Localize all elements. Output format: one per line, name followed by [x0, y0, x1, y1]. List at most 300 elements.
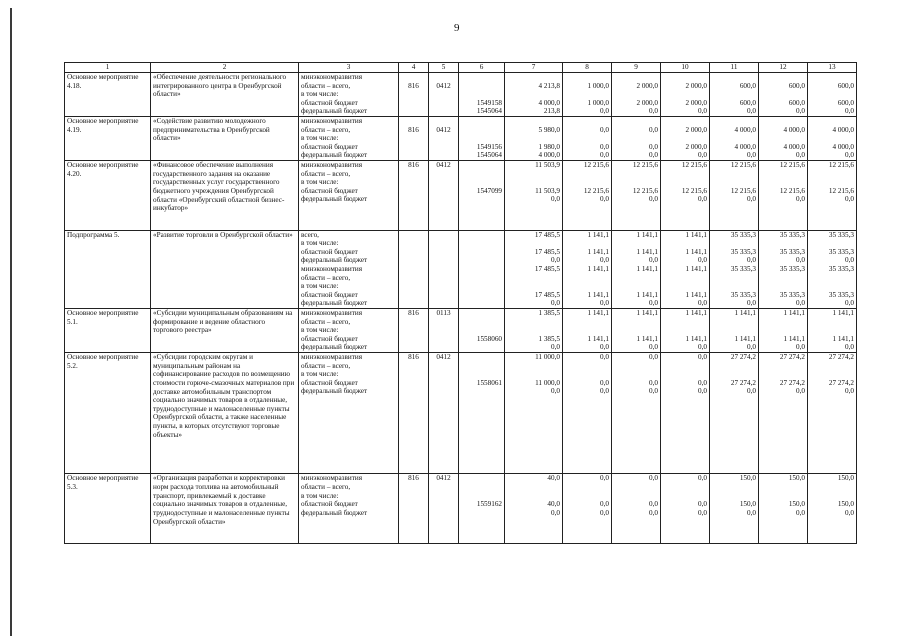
amount-value	[712, 134, 756, 143]
amount-cell	[612, 73, 661, 117]
amount-value	[712, 117, 756, 126]
amount-value	[507, 517, 560, 526]
funding-source-line: областной бюджет	[301, 186, 358, 195]
amount-value	[614, 213, 658, 222]
amount-value	[507, 448, 560, 457]
amount-value	[761, 221, 805, 230]
section-code	[431, 413, 456, 422]
ministry-code	[401, 239, 426, 248]
amount-value: 0,0	[698, 508, 707, 517]
funding-source-line: в том числе:	[301, 282, 339, 291]
budget-code	[461, 405, 502, 414]
amount-value	[565, 221, 609, 230]
funding-source-line: области – всего,	[301, 361, 351, 370]
measure-title: «Субсидии муниципальным образованиям на формирование и ведение областного торгового реестра»	[153, 309, 293, 335]
measure-title-cell	[151, 309, 299, 353]
measure-title: «Обеспечение деятельности регионального интегрированного центра в Оренбургской области»	[153, 73, 287, 99]
amount-value	[712, 221, 756, 230]
amount-value	[761, 170, 805, 179]
section-code	[431, 274, 456, 283]
amount-cell	[661, 160, 710, 230]
measure-title-cell	[151, 73, 299, 117]
amount-value	[663, 362, 707, 371]
amount-value	[712, 318, 756, 327]
amount-value: 0,0	[649, 151, 658, 160]
amount-value	[810, 526, 854, 535]
amount-value: 0,0	[551, 195, 560, 204]
amount-value: 27 274,2	[779, 378, 805, 387]
amount-cell	[808, 474, 857, 544]
funding-source-cell	[299, 160, 399, 230]
amount-value: 12 215,6	[730, 160, 756, 169]
measure-title-cell	[151, 474, 299, 544]
amount-value: 0,0	[796, 195, 805, 204]
amount-value: 0,0	[649, 387, 658, 396]
amount-value	[614, 170, 658, 179]
amount-value: 0,0	[600, 142, 609, 151]
budget-code	[461, 526, 502, 535]
funding-source-line: минэкономразвития	[301, 474, 363, 483]
measure-name-cell	[65, 474, 151, 544]
amount-value: 17 485,5	[534, 290, 560, 299]
amount-value	[761, 534, 805, 543]
amount-value	[507, 282, 560, 291]
amount-value	[565, 405, 609, 414]
amount-value: 150,0	[788, 500, 805, 509]
section-code	[431, 509, 456, 518]
section-code	[431, 90, 456, 99]
ministry-code	[401, 335, 426, 344]
section-code	[431, 291, 456, 300]
amount-value: 35 335,3	[730, 290, 756, 299]
amount-value	[614, 439, 658, 448]
budget-code	[461, 343, 502, 352]
amount-value	[663, 221, 707, 230]
section-code	[431, 318, 456, 327]
amount-value	[810, 178, 854, 187]
amount-value	[565, 413, 609, 422]
budget-code	[461, 456, 502, 465]
measure-name: Основное мероприятие 4.20.	[67, 160, 139, 178]
ministry-code	[401, 465, 426, 474]
amount-value: 1 141,1	[734, 309, 756, 318]
table-row	[65, 474, 857, 544]
amount-value: 0,0	[649, 299, 658, 308]
amount-value	[507, 362, 560, 371]
amount-value	[810, 326, 854, 335]
amount-value: 1 141,1	[636, 334, 658, 343]
amount-value	[507, 483, 560, 492]
amount-value: 0,0	[551, 343, 560, 352]
funding-source-line	[301, 422, 396, 431]
budget-code	[461, 465, 502, 474]
ministry-code	[401, 422, 426, 431]
amount-value: 1 141,1	[685, 309, 707, 318]
amount-value: 1 141,1	[587, 265, 609, 274]
amount-value	[565, 239, 609, 248]
amount-value	[712, 326, 756, 335]
section-code	[431, 299, 456, 308]
amount-value: 0,0	[747, 151, 756, 160]
amount-value	[663, 239, 707, 248]
amount-cell	[759, 230, 808, 308]
amount-value	[663, 204, 707, 213]
ministry-code	[401, 117, 426, 126]
funding-source-cell	[299, 116, 399, 160]
amount-value	[761, 73, 805, 82]
header-cell: 1	[65, 63, 151, 73]
budget-code	[461, 239, 502, 248]
amount-value	[712, 405, 756, 414]
amount-value	[810, 448, 854, 457]
funding-source-line: областной бюджет	[301, 290, 358, 299]
ministry-code: 816	[408, 125, 419, 134]
funding-source-line: в том числе:	[301, 370, 339, 379]
amount-value	[761, 405, 805, 414]
amount-value	[810, 318, 854, 327]
ministry-code	[401, 405, 426, 414]
amount-value: 4 000,0	[734, 125, 756, 134]
budget-code	[461, 204, 502, 213]
amount-value: 1 385,5	[538, 334, 560, 343]
amount-value	[565, 483, 609, 492]
budget-code: 1547099	[476, 186, 502, 195]
header-cell: 2	[151, 63, 299, 73]
funding-source-line: области – всего,	[301, 169, 351, 178]
section-code	[431, 526, 456, 535]
amount-value: 27 274,2	[730, 378, 756, 387]
amount-value	[712, 239, 756, 248]
funding-source-line: федеральный бюджет	[301, 343, 368, 352]
funding-source-line: федеральный бюджет	[301, 508, 368, 517]
amount-value: 1 141,1	[685, 247, 707, 256]
amount-value	[810, 117, 854, 126]
amount-cell	[505, 353, 563, 474]
amount-cell	[563, 73, 612, 117]
budget-code	[461, 387, 502, 396]
amount-cell	[563, 474, 612, 544]
amount-value: 0,0	[649, 107, 658, 116]
budget-code	[461, 517, 502, 526]
ministry-code-cell	[399, 73, 429, 117]
amount-value: 0,0	[600, 195, 609, 204]
funding-source-line: минэкономразвития	[301, 116, 363, 125]
amount-value	[507, 492, 560, 501]
amount-value	[712, 274, 756, 283]
amount-value: 0,0	[845, 508, 854, 517]
amount-value	[810, 73, 854, 82]
amount-value	[663, 274, 707, 283]
amount-value	[507, 465, 560, 474]
funding-source-line: всего,	[301, 230, 319, 239]
amount-cell	[710, 160, 759, 230]
amount-value: 1 141,1	[636, 265, 658, 274]
amount-value	[663, 448, 707, 457]
amount-value	[663, 492, 707, 501]
amount-value: 0,0	[796, 256, 805, 265]
amount-value: 600,0	[739, 98, 756, 107]
amount-value: 1 141,1	[832, 309, 854, 318]
ministry-code	[401, 256, 426, 265]
amount-value: 12 215,6	[583, 160, 609, 169]
amount-value	[614, 517, 658, 526]
amount-value: 0,0	[600, 343, 609, 352]
budget-code: 1549158	[476, 98, 502, 107]
section-code: 0412	[436, 125, 451, 134]
table-body	[65, 73, 857, 544]
funding-source-line: федеральный бюджет	[301, 299, 368, 308]
amount-value: 2 000,0	[636, 81, 658, 90]
funding-source-cell	[299, 474, 399, 544]
amount-value: 0,0	[649, 500, 658, 509]
scan-edge-line	[10, 8, 12, 636]
amount-value: 0,0	[796, 387, 805, 396]
funding-source-cell	[299, 73, 399, 117]
amount-value: 4 000,0	[538, 151, 560, 160]
amount-value: 11 000,0	[535, 353, 560, 361]
amount-value: 35 335,3	[779, 230, 805, 239]
section-code	[431, 107, 456, 116]
section-code	[431, 500, 456, 509]
funding-source-line: областной бюджет	[301, 247, 358, 256]
section-code	[431, 456, 456, 465]
funding-source-line: в том числе:	[301, 326, 339, 335]
ministry-code	[401, 343, 426, 352]
amount-value: 0,0	[649, 142, 658, 151]
amount-value	[810, 90, 854, 99]
section-code-cell	[429, 160, 459, 230]
budget-code	[461, 309, 502, 318]
amount-value: 1 000,0	[587, 81, 609, 90]
amount-value: 1 000,0	[587, 98, 609, 107]
amount-value	[614, 456, 658, 465]
ministry-code	[401, 274, 426, 283]
measure-name-cell	[65, 230, 151, 308]
amount-cell	[710, 353, 759, 474]
amount-value: 1 141,1	[685, 334, 707, 343]
amount-value	[663, 439, 707, 448]
ministry-code	[401, 221, 426, 230]
budget-code-cell	[459, 73, 505, 117]
ministry-code	[401, 291, 426, 300]
amount-value	[761, 117, 805, 126]
ministry-code	[401, 500, 426, 509]
ministry-code	[401, 248, 426, 257]
amount-value	[712, 430, 756, 439]
ministry-code	[401, 178, 426, 187]
section-code	[431, 178, 456, 187]
amount-value	[663, 170, 707, 179]
amount-value: 1 980,0	[538, 142, 560, 151]
budget-code: 1559162	[476, 500, 502, 509]
budget-code-cell	[459, 474, 505, 544]
amount-value	[761, 483, 805, 492]
amount-value	[614, 492, 658, 501]
amount-value	[565, 282, 609, 291]
amount-value	[614, 526, 658, 535]
amount-value	[761, 448, 805, 457]
ministry-code	[401, 483, 426, 492]
amount-value: 0,0	[747, 343, 756, 352]
section-code	[431, 439, 456, 448]
amount-value: 1 141,1	[783, 334, 805, 343]
amount-cell	[612, 116, 661, 160]
amount-value	[507, 534, 560, 543]
amount-value	[712, 526, 756, 535]
amount-value: 35 335,3	[828, 265, 854, 274]
section-code	[431, 465, 456, 474]
section-code	[431, 248, 456, 257]
section-code: 0113	[436, 309, 451, 318]
section-code	[431, 343, 456, 352]
amount-value: 4 000,0	[783, 125, 805, 134]
amount-value: 12 215,6	[632, 160, 658, 169]
amount-cell	[759, 160, 808, 230]
funding-source-line	[301, 448, 396, 457]
section-code	[431, 335, 456, 344]
amount-value: 0,0	[551, 299, 560, 308]
funding-source-line: в том числе:	[301, 90, 339, 99]
measure-name: Основное мероприятие 4.18.	[67, 73, 139, 90]
amount-value: 2 000,0	[685, 125, 707, 134]
table-row	[65, 160, 857, 230]
budget-code	[461, 370, 502, 379]
amount-value: 0,0	[747, 107, 756, 116]
ministry-code	[401, 265, 426, 274]
amount-value	[614, 90, 658, 99]
funding-source-line: области – всего,	[301, 81, 351, 90]
amount-value	[761, 370, 805, 379]
measure-title: «Развитие торговли в Оренбургской области»	[153, 230, 293, 239]
amount-value	[712, 213, 756, 222]
ministry-code-cell	[399, 116, 429, 160]
amount-value	[614, 483, 658, 492]
amount-value: 0,0	[747, 299, 756, 308]
amount-cell	[808, 73, 857, 117]
budget-code	[461, 117, 502, 126]
amount-value	[761, 492, 805, 501]
amount-value	[810, 274, 854, 283]
section-code	[431, 195, 456, 204]
amount-value: 4 000,0	[832, 142, 854, 151]
budget-code	[461, 353, 502, 362]
budget-code	[461, 82, 502, 91]
amount-value	[712, 456, 756, 465]
amount-value	[507, 318, 560, 327]
amount-value: 2 000,0	[685, 98, 707, 107]
funding-source-line	[301, 526, 396, 535]
budget-code	[461, 126, 502, 135]
amount-value	[614, 413, 658, 422]
ministry-code	[401, 413, 426, 422]
amount-value: 0,0	[649, 378, 658, 387]
amount-value: 1 141,1	[587, 309, 609, 318]
measure-name-cell	[65, 116, 151, 160]
funding-source-line	[301, 204, 396, 213]
amount-value: 0,0	[600, 353, 609, 361]
ministry-code	[401, 430, 426, 439]
amount-value	[507, 274, 560, 283]
ministry-code	[401, 379, 426, 388]
ministry-code	[401, 187, 426, 196]
amount-value: 0,0	[698, 387, 707, 396]
budget-code: 1558060	[476, 334, 502, 343]
amount-cell	[710, 309, 759, 353]
amount-value	[810, 456, 854, 465]
budget-code	[461, 265, 502, 274]
amount-value	[712, 362, 756, 371]
section-code-cell	[429, 116, 459, 160]
amount-value	[761, 239, 805, 248]
ministry-code	[401, 99, 426, 108]
amount-value: 0,0	[796, 151, 805, 160]
amount-value	[663, 396, 707, 405]
section-code	[431, 370, 456, 379]
amount-value	[810, 465, 854, 474]
amount-value: 213,8	[543, 107, 560, 116]
section-code	[431, 448, 456, 457]
amount-value: 150,0	[837, 500, 854, 509]
amount-value	[565, 465, 609, 474]
section-code	[431, 134, 456, 143]
amount-value	[712, 483, 756, 492]
amount-value: 12 215,6	[730, 186, 756, 195]
amount-value	[761, 362, 805, 371]
amount-value	[507, 439, 560, 448]
budget-code	[461, 534, 502, 543]
amount-value	[614, 318, 658, 327]
budget-code-cell	[459, 309, 505, 353]
amount-value: 35 335,3	[828, 247, 854, 256]
budget-code	[461, 483, 502, 492]
amount-value	[507, 405, 560, 414]
ministry-code	[401, 448, 426, 457]
amount-value	[712, 517, 756, 526]
ministry-code-cell	[399, 474, 429, 544]
ministry-code-cell	[399, 230, 429, 308]
funding-source-line: минэкономразвития	[301, 309, 363, 318]
amount-value: 0,0	[698, 474, 707, 483]
amount-value: 12 215,6	[583, 186, 609, 195]
funding-source-line: областной бюджет	[301, 142, 358, 151]
amount-value	[507, 413, 560, 422]
amount-value	[810, 422, 854, 431]
amount-value	[565, 213, 609, 222]
amount-value	[761, 204, 805, 213]
amount-value	[614, 430, 658, 439]
header-cell: 10	[661, 63, 710, 73]
budget-code	[461, 231, 502, 240]
amount-value	[507, 170, 560, 179]
header-cell: 13	[808, 63, 857, 73]
amount-cell	[505, 230, 563, 308]
amount-value	[565, 326, 609, 335]
amount-cell	[563, 230, 612, 308]
amount-value	[810, 413, 854, 422]
amount-value	[761, 396, 805, 405]
amount-value: 0,0	[796, 299, 805, 308]
amount-value: 4 000,0	[538, 98, 560, 107]
amount-value	[663, 534, 707, 543]
amount-value: 1 141,1	[636, 247, 658, 256]
amount-value	[507, 117, 560, 126]
amount-value	[565, 430, 609, 439]
ministry-code	[401, 517, 426, 526]
amount-cell	[661, 353, 710, 474]
amount-value	[507, 526, 560, 535]
amount-cell	[612, 160, 661, 230]
section-code	[431, 265, 456, 274]
